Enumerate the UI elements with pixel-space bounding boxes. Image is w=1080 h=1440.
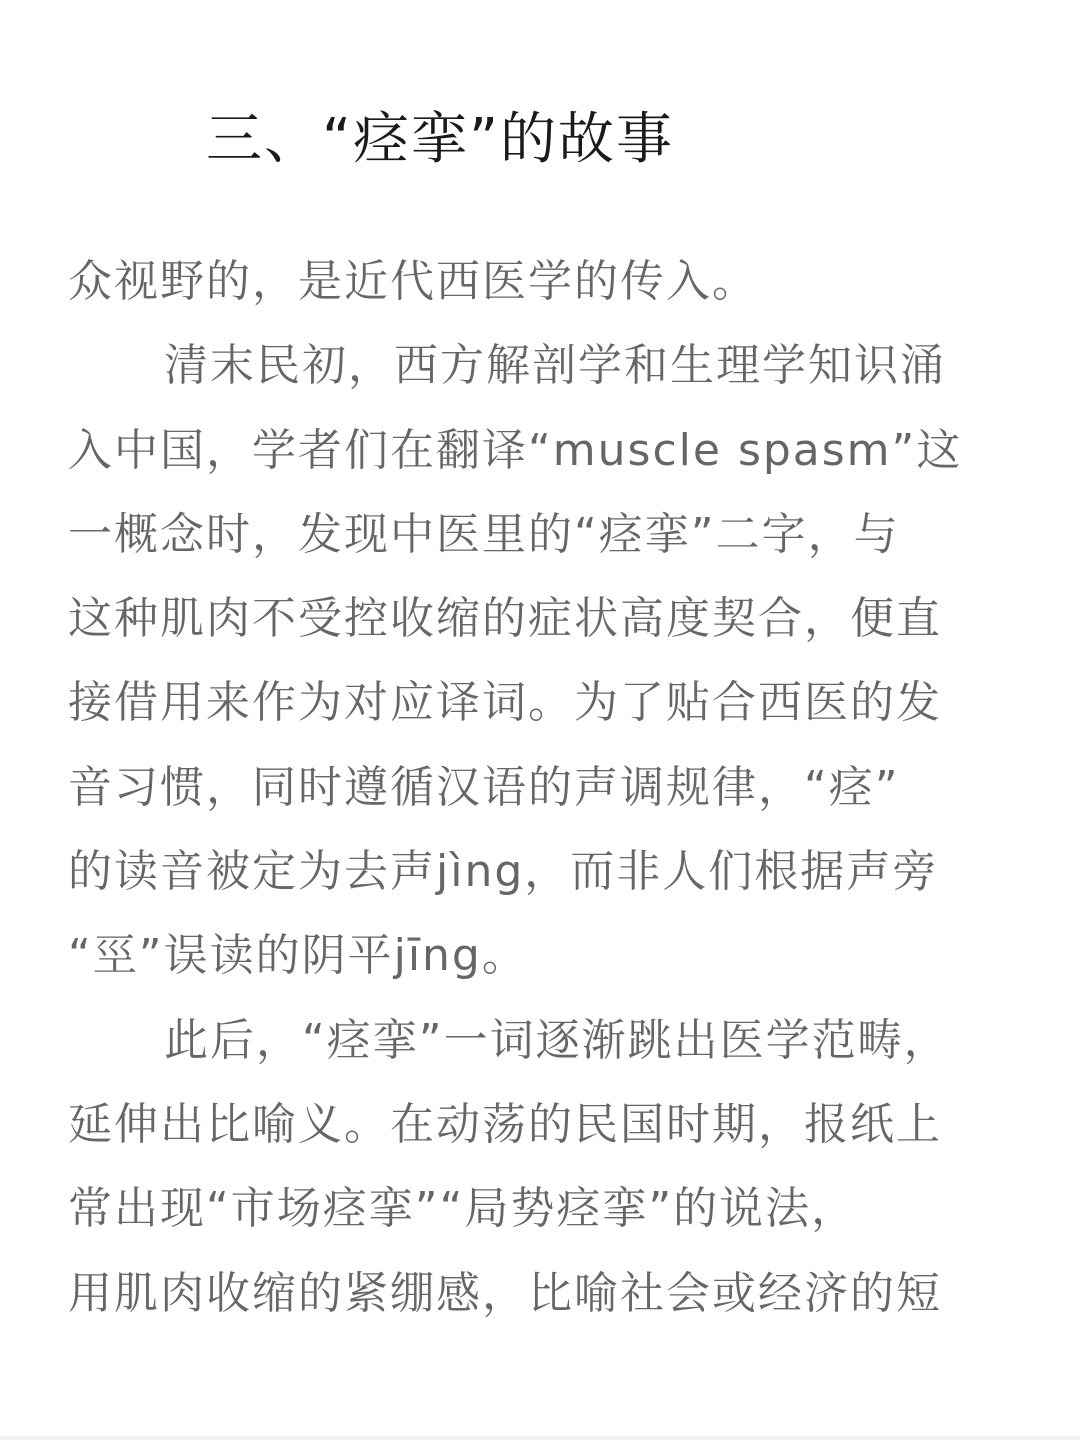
section-title: 三、“痉挛”的故事 <box>206 107 675 172</box>
bottom-divider <box>0 1436 1080 1440</box>
paragraph-line: 这种肌肉不受控收缩的症状高度契合，便直 <box>68 593 942 645</box>
paragraph-line: 延伸出比喻义。在动荡的民国时期，报纸上 <box>68 1098 942 1150</box>
paragraph-line: 众视野的，是近代西医学的传入。 <box>68 256 758 307</box>
paragraph-line: “巠”误读的阴平jīng。 <box>68 930 528 982</box>
paragraph-line: 的读音被定为去声jìng，而非人们根据声旁 <box>68 846 939 898</box>
paragraph-line: 音习惯，同时遵循汉语的声调规律，“痉” <box>68 761 900 813</box>
paragraph-line: 常出现“市场痉挛”“局势痉挛”的说法， <box>68 1183 858 1235</box>
paragraph-line: 此后，“痉挛”一词逐渐跳出医学范畴， <box>164 1014 950 1066</box>
paragraph-line: 清末民初，西方解剖学和生理学知识涌 <box>164 340 946 392</box>
paragraph-line: 一概念时，发现中医里的“痉挛”二字，与 <box>68 508 900 560</box>
paragraph-line: 入中国，学者们在翻译“muscle spasm”这 <box>68 424 963 476</box>
body-text <box>68 240 1018 1336</box>
paragraph-line: 用肌肉收缩的紧绷感，比喻社会或经济的短 <box>68 1267 942 1319</box>
paragraph-line: 接借用来作为对应译词。为了贴合西医的发 <box>68 677 942 729</box>
